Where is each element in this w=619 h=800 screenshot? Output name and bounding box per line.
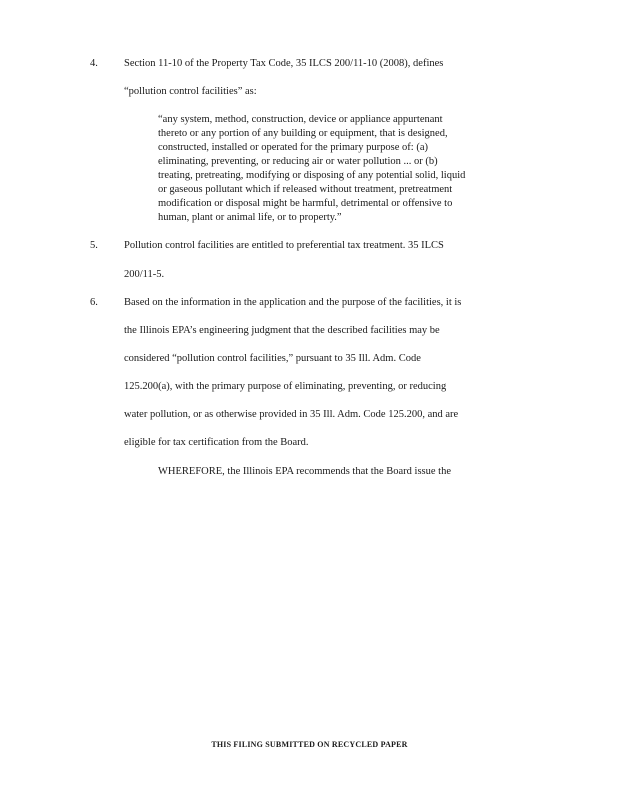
paragraph-4-line-2: “pollution control facilities” as: — [124, 86, 257, 97]
quote-line: thereto or any portion of any building or equipment, that is designed, — [158, 128, 448, 139]
paragraph-6-line-1: Based on the information in the application and the purpose of the facilities, it is — [124, 297, 462, 308]
paragraph-6-line-3: considered “pollution control facilities,” pursuant to 35 Ill. Adm. Code — [124, 353, 421, 364]
paragraph-5-line-1: Pollution control facilities are entitled to preferential tax treatment. 35 ILCS — [124, 240, 444, 251]
quote-line: modification or disposal might be harmful, detrimental or offensive to — [158, 198, 453, 209]
quote-line: “any system, method, construction, device or appliance appurtenant — [158, 114, 443, 125]
paragraph-number-5: 5. — [90, 240, 98, 251]
paragraph-6-line-6: eligible for tax certification from the Board. — [124, 437, 309, 448]
quote-line: human, plant or animal life, or to property.” — [158, 212, 342, 223]
quote-line: or gaseous pollutant which if released without treatment, pretreatment — [158, 184, 453, 195]
quote-line: treating, pretreating, modifying or disposing of any potential solid, liquid — [158, 170, 466, 181]
paragraph-number-6: 6. — [90, 297, 98, 308]
recycled-paper-footer: THIS FILING SUBMITTED ON RECYCLED PAPER — [211, 740, 408, 749]
wherefore-clause: WHEREFORE, the Illinois EPA recommends that the Board issue the — [158, 466, 451, 477]
paragraph-6-line-4: 125.200(a), with the primary purpose of eliminating, preventing, or reducing — [124, 381, 447, 392]
paragraph-4-line-1: Section 11-10 of the Property Tax Code, 35 ILCS 200/11-10 (2008), defines — [124, 58, 444, 69]
paragraph-6-line-5: water pollution, or as otherwise provided in 35 Ill. Adm. Code 125.200, and are — [124, 409, 459, 420]
paragraph-5-line-2: 200/11-5. — [124, 269, 165, 280]
paragraph-6-line-2: the Illinois EPA’s engineering judgment that the described facilities may be — [124, 325, 440, 336]
quote-line: constructed, installed or operated for the primary purpose of: (a) — [158, 142, 428, 153]
quote-line: eliminating, preventing, or reducing air or water pollution ... or (b) — [158, 156, 438, 167]
paragraph-number-4: 4. — [90, 58, 98, 69]
